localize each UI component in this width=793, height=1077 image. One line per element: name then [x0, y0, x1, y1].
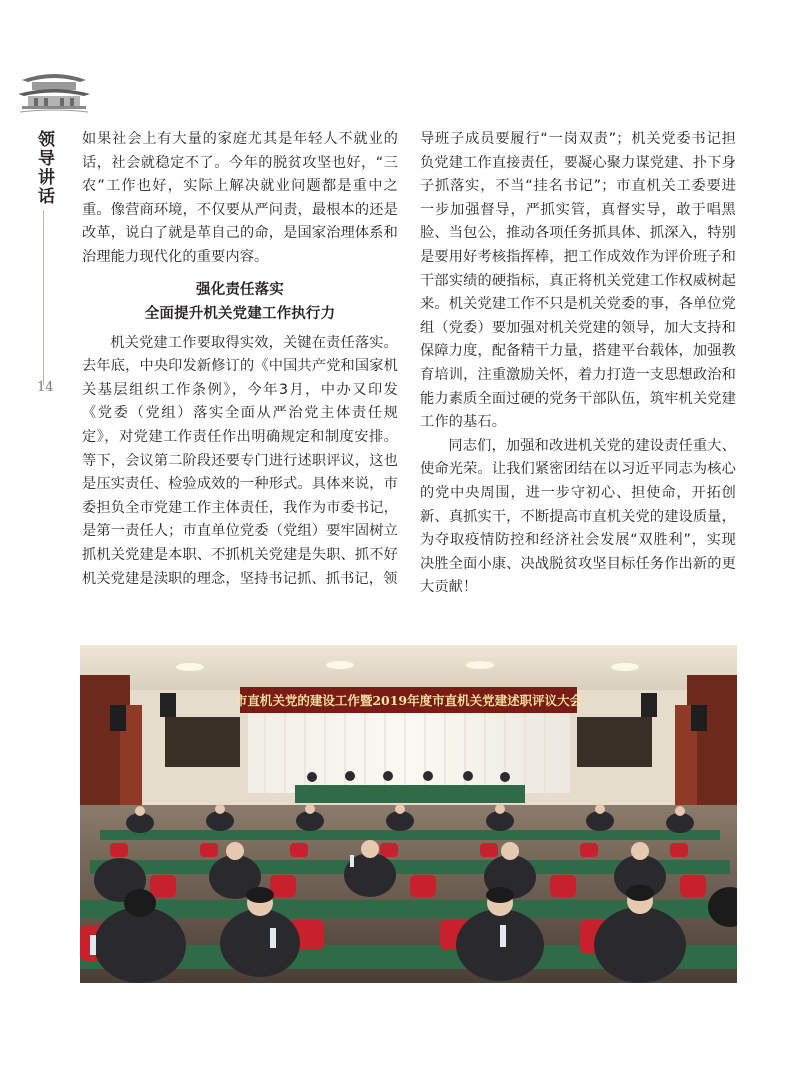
right-paragraph-2: 同志们，加强和改进机关党的建设责任重大、使命光荣。让我们紧密团结在以习近平同志为核心的党中央周围，进一步守初心、担使命，开拓创新、真抓实干，不断提高市直机关党的建设质量，为夺取疫情防控和经济社会发展“双胜利”，实现决胜全面小康、决战脱贫攻坚目标任务作出新的更大贡献！ [420, 437, 736, 596]
margin-rule [43, 210, 44, 385]
left-paragraph-1: 如果社会上有大量的家庭尤其是年轻人不就业的话，社会就稳定不了。今年的脱贫攻坚也好，“三农”工作也好，实际上解决就业问题都是重中之重。像营商环境，不仅要从严问责，最根本的还是改革，说白了就是革自己的命，是国家治理体系和治理能力现代化的重要内容。 [82, 131, 398, 265]
pavilion-logo [14, 62, 94, 118]
meeting-photo [80, 645, 737, 983]
subheading-line-2: 全面提升机关党建工作执行力 [144, 305, 336, 322]
left-paragraph-2: 机关党建工作要取得实效，关键在责任落实。去年底，中央印发新修订的《中国共产党和国家机关基层组织工作条例》，今年3月，中办又印发《党委（党组）落实全面从严治党主体责任规定》，对党建工作责任作出明确规定和制度安排。等下，会议第二阶段还要专门进行述职评议，这也是压实责任、检验成效的一种形式。具体来说，市委担负全市党建工作主体责任，我作为市委书记，是第一责任人；市直单位党委（党组）要牢固树立抓机关党建是本职、不抓机关党建是失职、抓不好机关党建是渎职的理念，坚持书记抓、抓书记，领 [82, 334, 398, 587]
stage-banner-text: 市直机关党的建设工作暨2019年度市直机关党建述职评议大会 [234, 693, 583, 708]
right-text-column [420, 128, 736, 600]
left-text-column [82, 128, 398, 591]
page-number: 14 [37, 380, 54, 395]
right-paragraph-1: 导班子成员要履行“一岗双责”；机关党委书记担负党建工作直接责任，要凝心聚力谋党建、扑下身子抓落实，不当“挂名书记”；市直机关工委要进一步加强督导，严抓实管，真督实导，敢于唱黑脸、当包公，推动各项任务抓具体、抓深入，特别是要用好考核指挥棒，把工作成效作为评价班子和干部实绩的硬指标，真正将机关党建工作权威树起来。机关党建工作不只是机关党委的事，各单位党组（党委）要加强对机关党建的领导，加大支持和保障力度，配备精干力量，搭建平台载体，加强教育培训，注重激励关怀，着力打造一支思想政治和能力素质全面过硬的党务干部队伍，筑牢机关党建工作的基石。 [420, 131, 736, 431]
section-label: 领导讲话 [34, 130, 54, 206]
section-subheading [82, 278, 398, 326]
subheading-line-1: 强化责任落实 [196, 281, 284, 298]
